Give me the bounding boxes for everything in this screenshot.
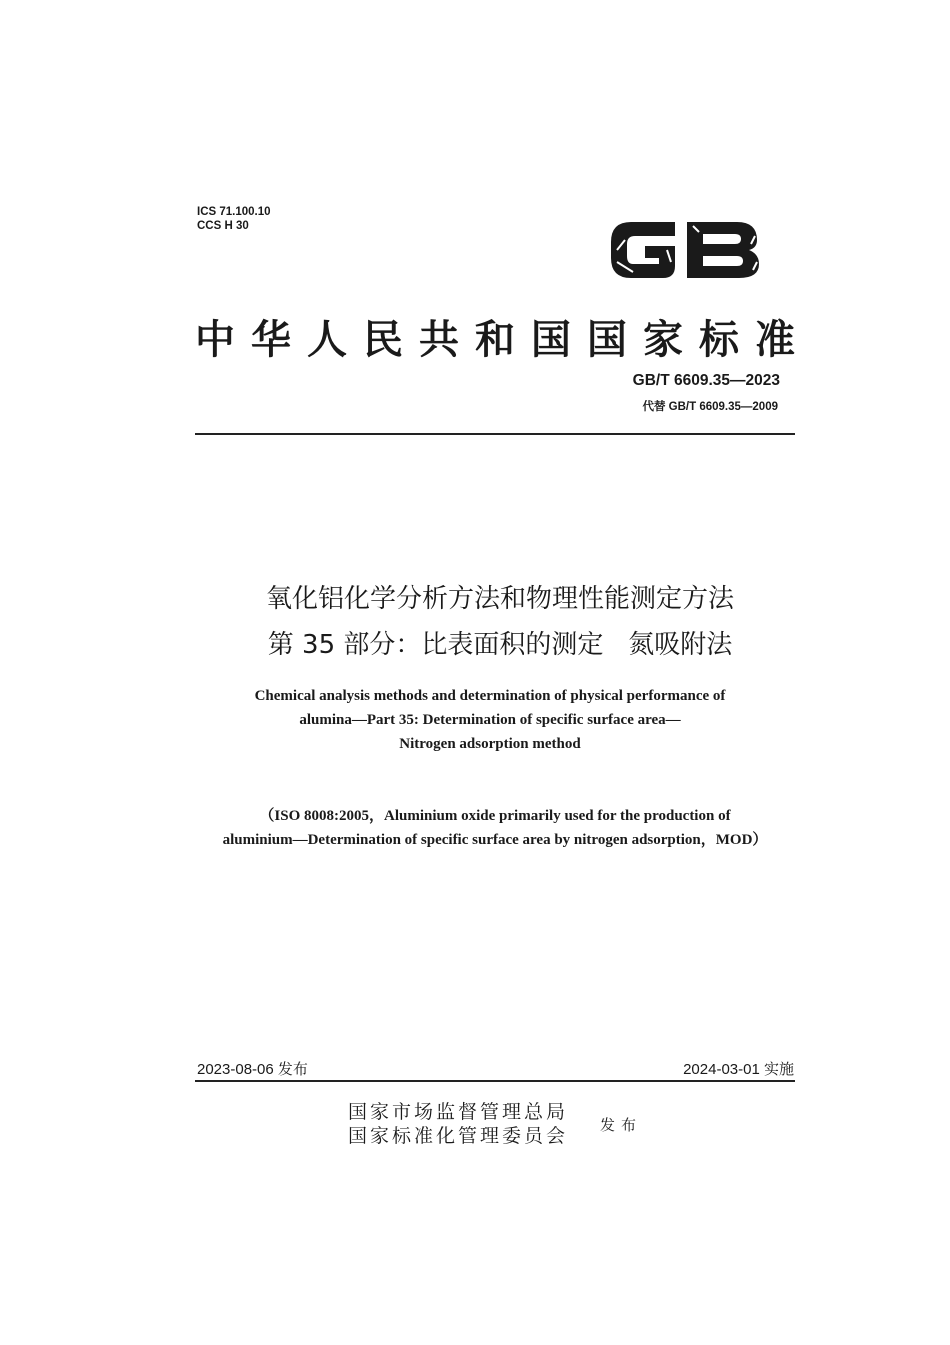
iso-reference: [150, 804, 840, 852]
iso-reference-line1: （ISO 8008:2005，Aluminium oxide primarily used for the production of: [259, 808, 731, 824]
replaces-standard: 代替 GB/T 6609.35—2009: [642, 401, 778, 413]
iso-reference-line2: aluminium—Determination of specific surface area by nitrogen adsorption，MOD）: [222, 832, 768, 848]
issuer-sac: 国家标准化管理委员会: [348, 1125, 569, 1147]
title-cn-line1: 氧化铝化学分析方法和物理性能测定方法: [265, 584, 734, 614]
standard-number: GB/T 6609.35—2023: [632, 372, 780, 389]
implement-date: 2024-03-01 实施: [683, 1061, 794, 1078]
title-en-line3: Nitrogen adsorption method: [399, 736, 581, 752]
publish-date: 2023-08-06 发布: [197, 1061, 308, 1078]
national-standard-heading: 中华人民共和国国家标准: [195, 316, 811, 363]
ics-code: ICS 71.100.10: [197, 206, 271, 218]
header-rule: [195, 433, 795, 435]
title-en-line2: alumina—Part 35: Determination of specific surface area—: [299, 712, 681, 728]
footer-rule: [195, 1080, 795, 1082]
issue-label: 发布: [600, 1116, 643, 1134]
issuing-authorities: [348, 1100, 568, 1148]
issuer-samr: 国家市场监督管理总局: [348, 1101, 569, 1123]
classification-codes: [197, 205, 271, 233]
title-cn-line2: 第 35 部分：比表面积的测定 氮吸附法: [267, 630, 733, 660]
gb-logo: [605, 210, 765, 285]
ccs-code: CCS H 30: [197, 220, 249, 232]
title-en: [150, 684, 830, 756]
title-en-line1: Chemical analysis methods and determination of physical performance of: [254, 688, 726, 704]
